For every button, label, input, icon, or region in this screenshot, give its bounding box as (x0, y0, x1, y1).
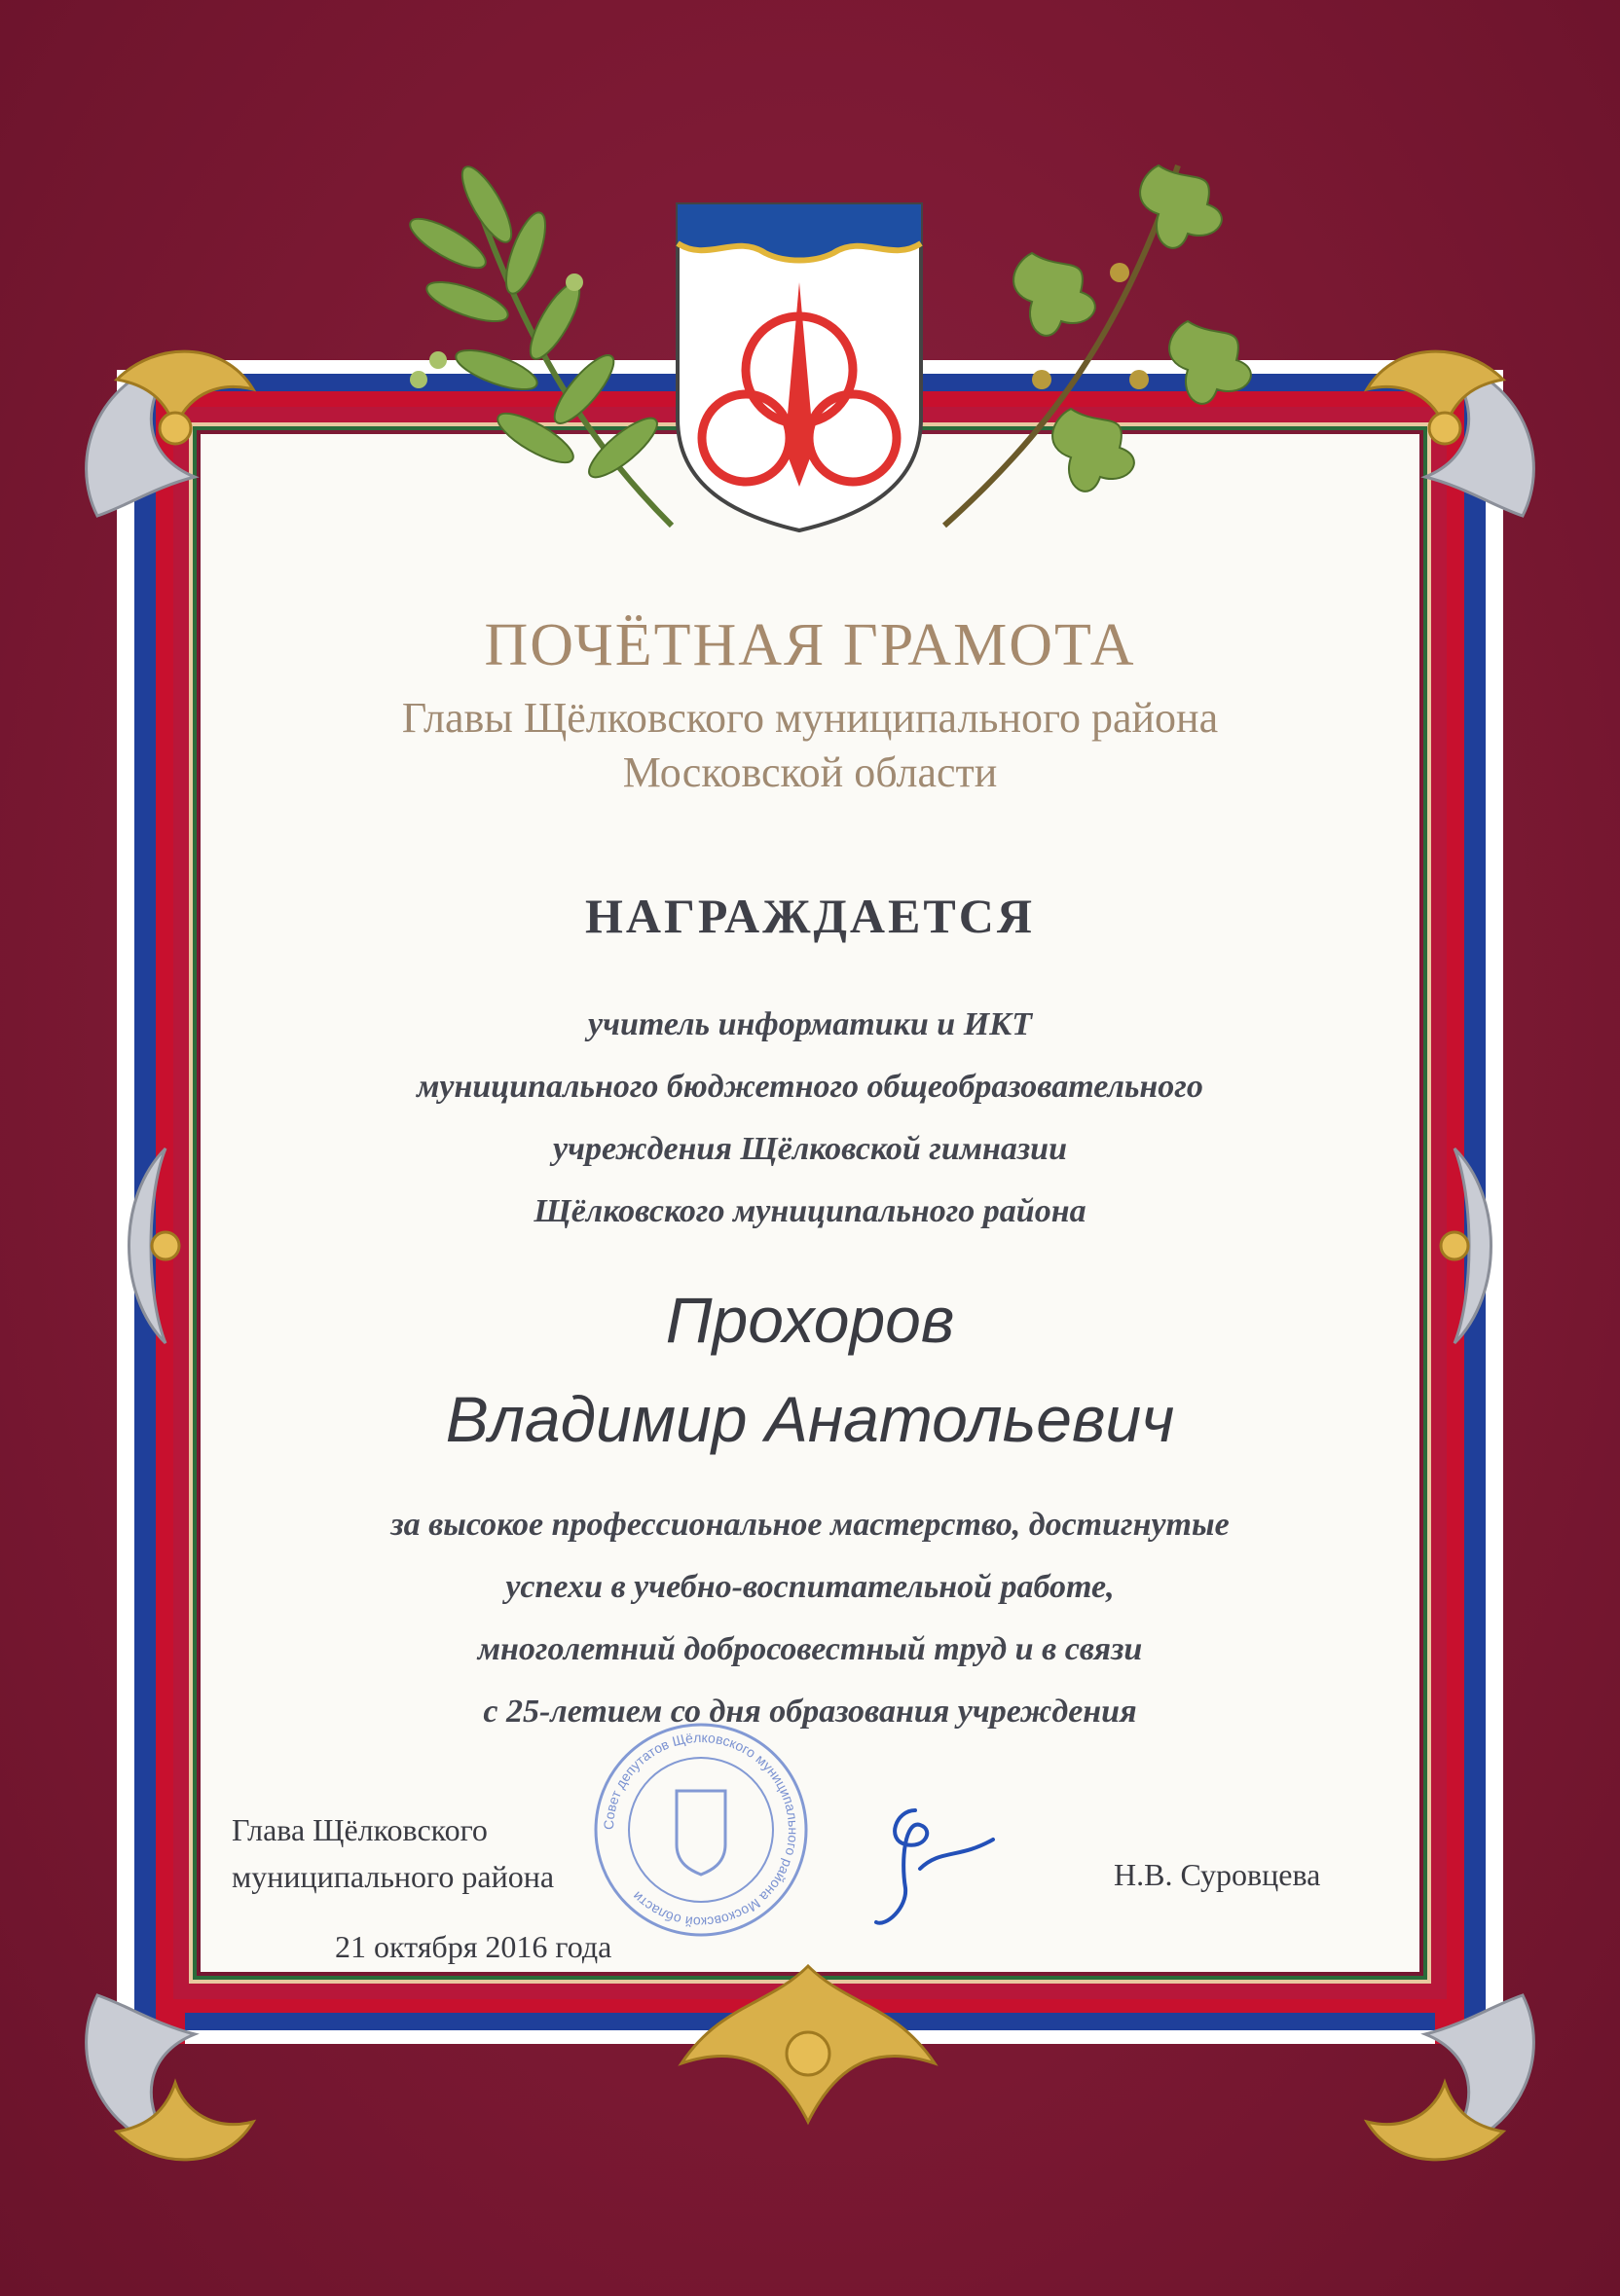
recipient-surname: Прохоров (665, 1284, 955, 1356)
certificate-subtitle-line-2: Московской области (622, 748, 998, 796)
official-stamp-icon (584, 1713, 818, 1947)
recipient-rank-line: учитель информатики и ИКТ (588, 1006, 1032, 1042)
award-heading: НАГРАЖДАЕТСЯ (585, 889, 1035, 943)
corner-ornament-top-right-icon (1328, 321, 1562, 574)
handwritten-signature-icon (866, 1791, 1003, 1937)
award-reason-line: с 25-летием со дня образования учреждения (483, 1694, 1137, 1730)
signer-title-line-2: муниципального района (232, 1859, 555, 1894)
award-reason-line: многолетний добросовестный труд и в связи (477, 1631, 1143, 1667)
recipient-given-names: Владимир Анатольевич (445, 1383, 1175, 1455)
corner-ornament-bottom-left-icon (58, 1956, 292, 2190)
recipient-rank-line: Щёлковского муниципального района (534, 1193, 1086, 1229)
coat-of-arms-icon (668, 195, 931, 535)
recipient-rank-line: учреждения Щёлковской гимназии (553, 1131, 1067, 1167)
certificate-title: ПОЧЁТНАЯ ГРАМОТА (484, 612, 1136, 678)
laurel-branch-icon (350, 136, 701, 545)
oak-branch-icon (925, 127, 1275, 555)
corner-ornament-bottom-right-icon (1328, 1956, 1562, 2190)
corner-ornament-top-left-icon (58, 321, 292, 574)
certificate-subtitle-line-1: Главы Щёлковского муниципального района (401, 694, 1219, 742)
bottom-ornament-icon (662, 1947, 954, 2141)
stamp-text: Совет депутатов Щёлковского муниципального района Московской области (600, 1729, 802, 1931)
signer-title-line-1: Глава Щёлковского (232, 1812, 488, 1847)
recipient-rank-line: муниципального бюджетного общеобразовательного (417, 1069, 1203, 1105)
svg-text:Совет депутатов Щёлковского му (601, 1730, 801, 1930)
issue-date: 21 октября 2016 года (335, 1929, 612, 1964)
signer-name: Н.В. Суровцева (1114, 1857, 1321, 1892)
award-reason-line: за высокое профессиональное мастерство, достигнутые (390, 1507, 1230, 1543)
award-reason-line: успехи в учебно-воспитательной работе, (505, 1569, 1115, 1605)
